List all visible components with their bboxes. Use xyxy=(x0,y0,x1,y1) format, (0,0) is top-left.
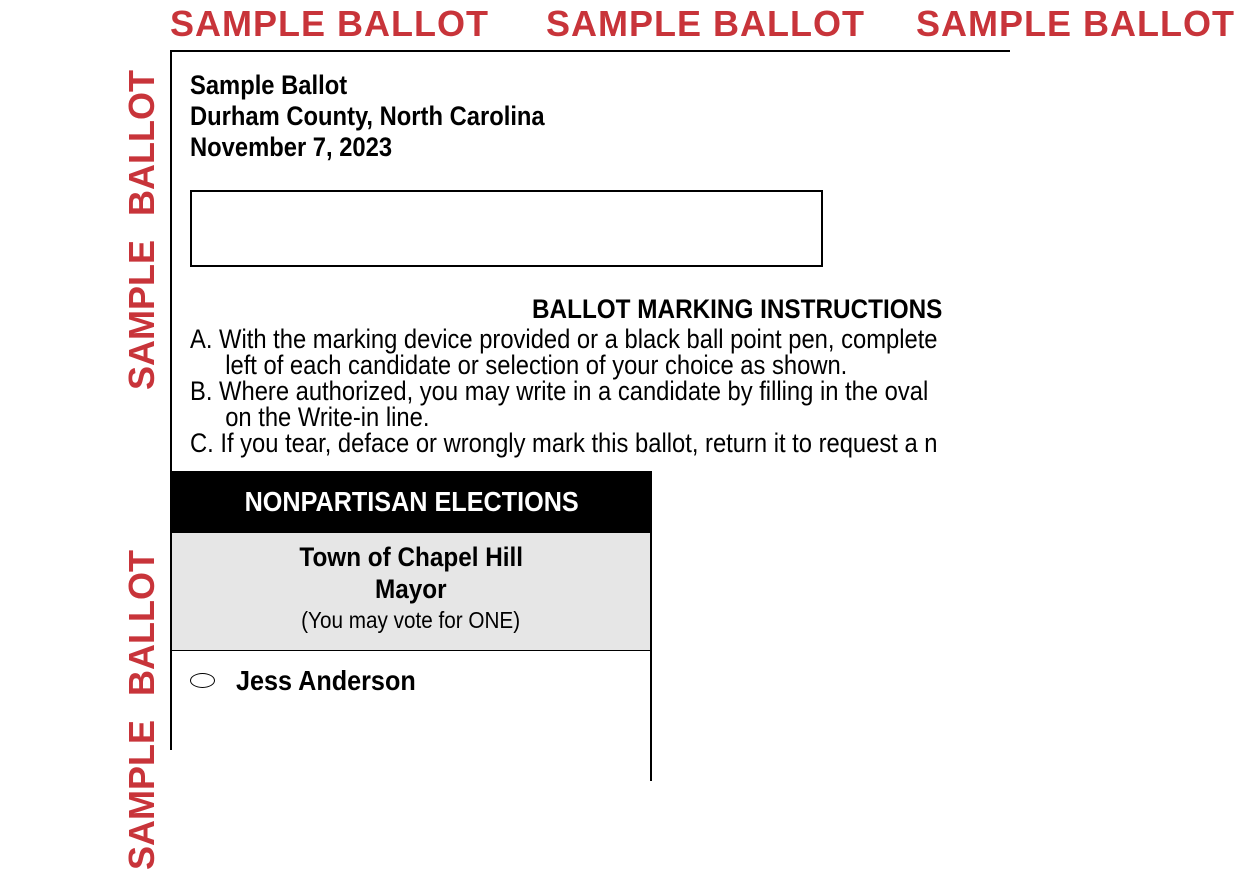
watermark-text: SAMPLE BALLOT xyxy=(170,3,489,44)
watermark-word-sample: SAMPLE xyxy=(121,719,162,870)
instruction-c xyxy=(190,430,937,456)
watermark-word-ballot: BALLOT xyxy=(121,550,162,696)
ballot-title: Sample Ballot xyxy=(190,70,348,100)
candidate-name: Jess Anderson xyxy=(236,665,416,696)
instruction-b-line2: on the Write-in line. xyxy=(225,402,430,432)
section-header xyxy=(172,471,652,533)
candidate-row[interactable] xyxy=(172,651,652,781)
watermark-word-sample: SAMPLE xyxy=(121,239,162,390)
watermark-text: SAMPLE BALLOT xyxy=(546,3,865,44)
contest-jurisdiction: Town of Chapel Hill xyxy=(299,542,523,572)
vote-oval[interactable] xyxy=(190,673,215,688)
ballot-date: November 7, 2023 xyxy=(190,132,393,162)
watermark-vertical xyxy=(122,550,162,870)
instruction-c-line1: C. If you tear, deface or wrongly mark this ballot, return it to request a n xyxy=(190,428,938,458)
instruction-a-line1: A. With the marking device provided or a black ball point pen, complete xyxy=(190,324,938,354)
instruction-a xyxy=(190,326,938,378)
ballot-header xyxy=(190,70,545,163)
ballot-id-box xyxy=(190,190,823,267)
side-watermark xyxy=(0,0,170,870)
contest-header xyxy=(172,533,652,651)
instruction-b xyxy=(190,378,928,430)
instructions-title: BALLOT MARKING INSTRUCTIONS xyxy=(532,294,943,324)
section-title: NONPARTISAN ELECTIONS xyxy=(244,486,580,517)
watermark-text: SAMPLE BALLOT xyxy=(916,3,1235,44)
instruction-a-line2: left of each candidate or selection of your choice as shown. xyxy=(225,350,848,380)
watermark-word-ballot: BALLOT xyxy=(121,70,162,216)
ballot-page xyxy=(170,50,1010,750)
instruction-b-line1: B. Where authorized, you may write in a candidate by filling in the oval xyxy=(190,376,929,406)
contest-vote-for: (You may vote for ONE) xyxy=(301,607,521,633)
contest-office: Mayor xyxy=(375,574,447,604)
ballot-county: Durham County, North Carolina xyxy=(190,101,545,131)
watermark-vertical xyxy=(122,70,162,390)
